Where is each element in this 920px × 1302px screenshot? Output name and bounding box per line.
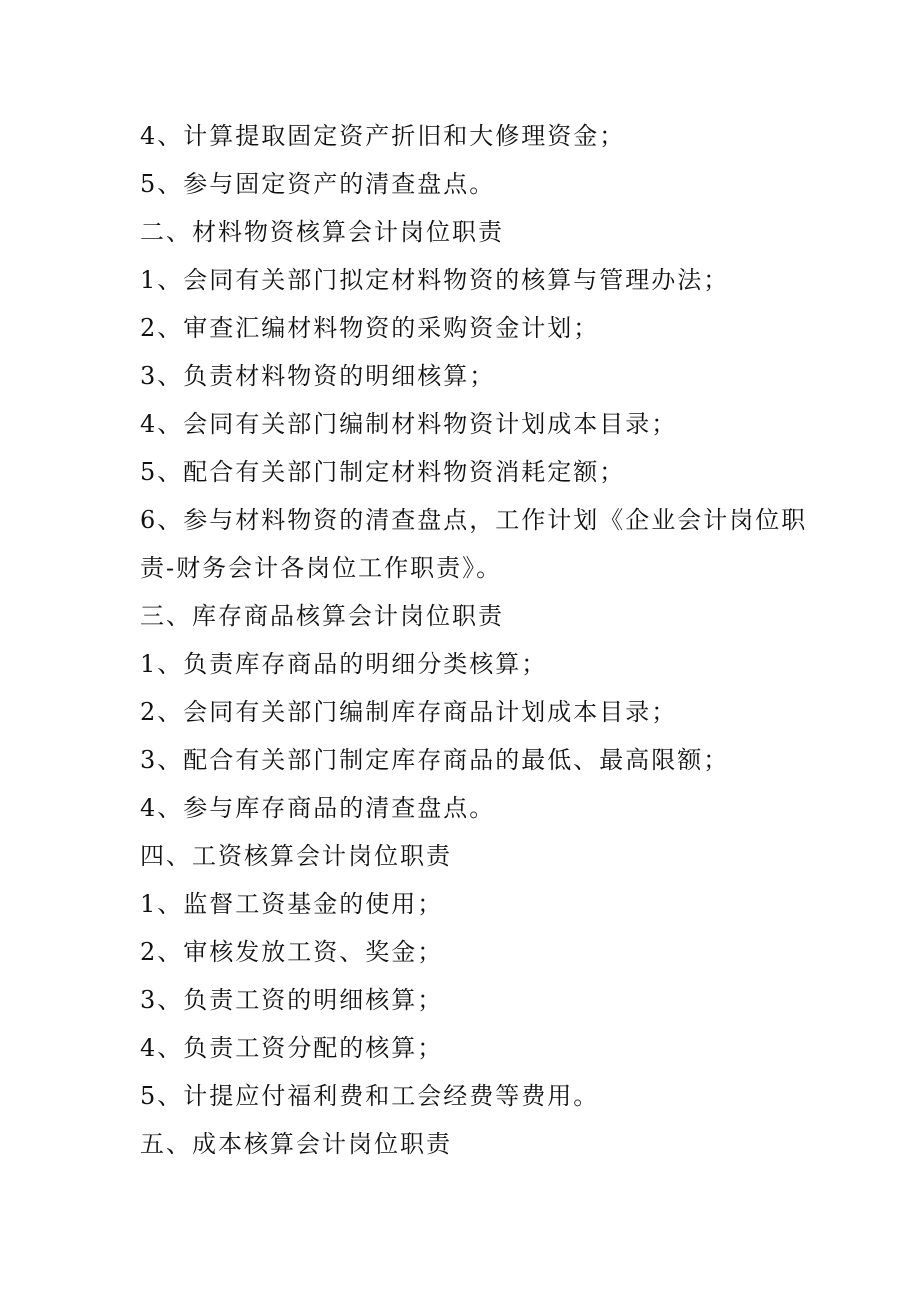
section-heading: 五、成本核算会计岗位职责	[140, 1130, 452, 1158]
text-line: 6、参与材料物资的清查盘点，工作计划《企业会计岗位职	[140, 506, 808, 534]
text-line: 3、负责工资的明细核算；	[140, 986, 444, 1014]
text-line: 责-财务会计各岗位工作职责》。	[140, 554, 503, 582]
document-body	[140, 112, 820, 1168]
text-line: 1、监督工资基金的使用；	[140, 890, 444, 918]
section-heading: 三、库存商品核算会计岗位职责	[140, 602, 504, 630]
text-line: 2、会同有关部门编制库存商品计划成本目录；	[140, 698, 678, 726]
text-line: 5、计提应付福利费和工会经费等费用。	[140, 1082, 600, 1110]
text-line: 2、审查汇编材料物资的采购资金计划；	[140, 314, 600, 342]
text-line: 2、审核发放工资、奖金；	[140, 938, 444, 966]
section-heading: 四、工资核算会计岗位职责	[140, 842, 452, 870]
text-line: 1、会同有关部门拟定材料物资的核算与管理办法；	[140, 266, 730, 294]
text-line: 4、参与库存商品的清查盘点。	[140, 794, 496, 822]
text-line: 4、计算提取固定资产折旧和大修理资金；	[140, 122, 626, 150]
section-heading: 二、材料物资核算会计岗位职责	[140, 218, 504, 246]
text-line: 4、会同有关部门编制材料物资计划成本目录；	[140, 410, 678, 438]
text-line: 3、负责材料物资的明细核算；	[140, 362, 496, 390]
text-line: 4、负责工资分配的核算；	[140, 1034, 444, 1062]
text-line: 5、配合有关部门制定材料物资消耗定额；	[140, 458, 626, 486]
text-line: 3、配合有关部门制定库存商品的最低、最高限额；	[140, 746, 730, 774]
text-line: 1、负责库存商品的明细分类核算；	[140, 650, 548, 678]
text-line: 5、参与固定资产的清查盘点。	[140, 170, 496, 198]
